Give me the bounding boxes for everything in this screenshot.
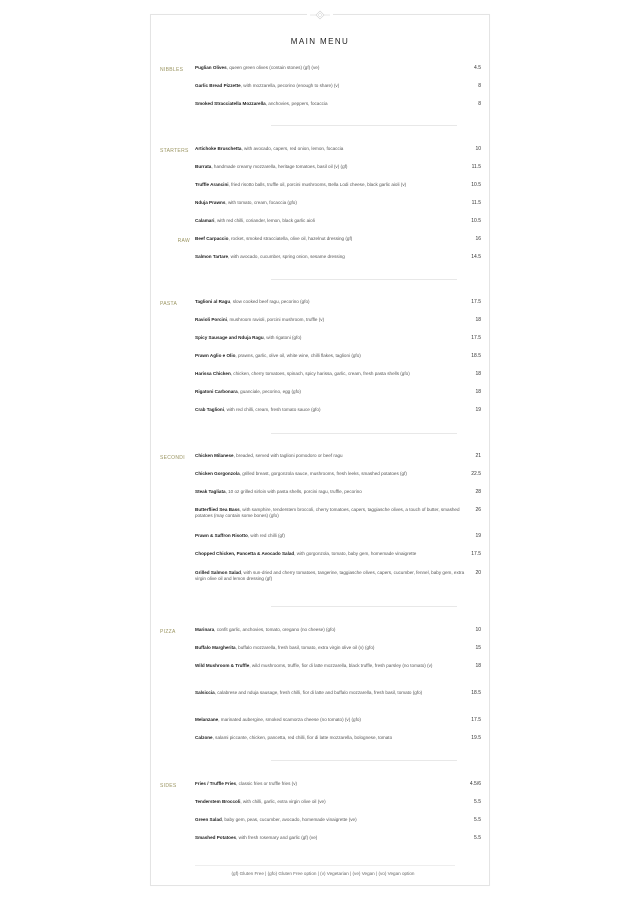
item-name: Melanzane: [195, 717, 219, 722]
menu-item: [195, 570, 481, 583]
menu-item: [195, 299, 481, 305]
section-label: SIDES: [160, 783, 177, 789]
item-price: 18: [475, 371, 481, 377]
item-desc: , calabrese and nduja sausage, fresh chilli, fior di latte and buffalo mozzarella, fresh basil, tomato (gfo): [214, 690, 423, 695]
menu-item: [195, 799, 481, 805]
item-price: 20: [475, 570, 481, 576]
item-desc: , confit garlic, anchovies, tomato, oregano (no cheese) (gfo): [214, 627, 336, 632]
item-name: Ravioli Porcini: [195, 317, 227, 322]
item-price: 10.5: [471, 182, 481, 188]
menu-item: [195, 254, 481, 260]
item-price: 16: [475, 236, 481, 242]
item-desc: , wild mushrooms, truffle, fior di latte mozzarella, black truffle, fresh parsley (no tomato) (v): [249, 663, 433, 668]
item-desc: , classic fries or truffle fries (v): [236, 781, 298, 786]
item-desc: , with avocado, cucumber, spring onion, sesame dressing: [228, 254, 345, 259]
section-label: STARTERS: [160, 148, 189, 154]
menu-item: [195, 471, 481, 477]
menu-item: [195, 407, 481, 413]
item-desc: , with gorgonzola, tomato, baby gem, homemade vinaigrette: [294, 551, 417, 556]
item-name: Nduja Prawns: [195, 200, 226, 205]
item-price: 14.5: [471, 254, 481, 260]
menu-item: [195, 533, 481, 539]
item-desc: , prawns, garlic, olive oil, white wine, chilli flakes, taglioni (gfo): [235, 353, 361, 358]
item-name: Marinara: [195, 627, 215, 632]
item-desc: , chicken, cherry tomatoes, spinach, spicy harissa, garlic, cream, fresh pasta shells (gfo): [230, 371, 410, 376]
item-name: Calamari: [195, 218, 215, 223]
item-price: 17.5: [471, 335, 481, 341]
item-desc: , guanciale, pecorino, egg (gfo): [237, 389, 301, 394]
menu-item: [195, 551, 481, 557]
menu-item: [195, 690, 481, 696]
menu-item: [195, 146, 481, 152]
item-name: Chicken Gorgonzola: [195, 471, 240, 476]
item-desc: , with sun-dried and cherry tomatoes, tangerine, taggiasche olives, capers, cucumber, fennel, baby gem, extra virgin olive oil and lemon dressing (gf): [195, 570, 465, 582]
menu-item: [195, 65, 481, 71]
item-name: Fries / Truffle Fries: [195, 781, 237, 786]
item-price: 17.5: [471, 551, 481, 557]
item-name: Smashed Potatoes: [195, 835, 237, 840]
item-name: Calzone: [195, 735, 213, 740]
menu-item: [195, 164, 481, 170]
page-title: MAIN MENU: [290, 37, 350, 46]
item-desc: , queen green olives (contain stones) (gf) (ve): [226, 65, 320, 70]
item-name: Green Salad: [195, 817, 222, 822]
item-name: Prawn Aglio e Olio: [195, 353, 236, 358]
item-name: Wild Mushroom & Truffle: [195, 663, 250, 668]
section-label: NIBBLES: [160, 67, 184, 73]
menu-item: [195, 627, 481, 633]
menu-item: [195, 389, 481, 395]
item-name: Chopped Chicken, Pancetta & Avocado Salad: [195, 551, 295, 556]
item-name: Smoked Stracciatella Mozzarella: [195, 101, 266, 106]
item-name: Steak Tagliata: [195, 489, 226, 494]
item-price: 21: [475, 453, 481, 459]
item-name: Tenderstem Broccoli: [195, 799, 241, 804]
item-name: Puglian Olives: [195, 65, 227, 70]
item-desc: , with samphire, tenderstem broccoli, cherry tomatoes, capers, taggiasche olives, a touch of butter, smashed potatoes (may contain some bones) (gfo): [195, 507, 460, 519]
item-name: Salmon Tartare: [195, 254, 229, 259]
menu-item: [195, 83, 481, 89]
menu-item: [195, 218, 481, 224]
item-price: 10: [475, 627, 481, 633]
item-desc: , with chilli, garlic, extra virgin olive oil (ve): [240, 799, 326, 804]
item-desc: , with red chilli (gf): [247, 533, 285, 538]
section-label: SECONDI: [160, 455, 185, 461]
item-price: 10.5: [471, 218, 481, 224]
item-name: Salsiccia: [195, 690, 215, 695]
item-desc: , with fresh rosemary and garlic (gf) (ve): [236, 835, 318, 840]
divider: [271, 279, 457, 280]
item-desc: , with red chilli, coriander, lemon, black garlic aioli: [214, 218, 315, 223]
footer-divider: [195, 865, 455, 866]
item-price: 18: [475, 663, 481, 669]
item-price: 18.5: [471, 353, 481, 359]
item-price: 17.5: [471, 299, 481, 305]
item-price: 10: [475, 146, 481, 152]
item-desc: , with red chilli, cream, fresh tomato sauce (gfo): [224, 407, 321, 412]
item-desc: , rocket, smoked stracciatella, olive oil, hazelnut dressing (gf): [228, 236, 353, 241]
item-name: Truffle Arancini: [195, 182, 229, 187]
menu-item: [195, 735, 481, 741]
item-name: Buffalo Margherita: [195, 645, 236, 650]
menu-item: [195, 817, 481, 823]
ornament-icon: [307, 10, 333, 20]
divider: [271, 760, 457, 761]
divider: [271, 606, 457, 607]
item-desc: , with rigatoni (gfo): [263, 335, 302, 340]
menu-item: [195, 200, 481, 206]
item-price: 18: [475, 389, 481, 395]
item-name: Burrata: [195, 164, 212, 169]
menu-item: [195, 489, 481, 495]
divider: [271, 125, 457, 126]
menu-item: [195, 717, 481, 723]
item-desc: , 10 oz grilled sirloin with pasta shells, porcini ragu, truffle, pecorino: [225, 489, 362, 494]
item-desc: , fried risotto balls, truffle oil, porcini mushrooms, Bella Lodi cheese, black garlic aioli (v): [228, 182, 407, 187]
item-name: Crab Taglioni: [195, 407, 225, 412]
item-name: Taglioni al Ragu: [195, 299, 231, 304]
menu-item: [195, 663, 481, 669]
menu-item: [195, 371, 481, 377]
menu-item: [195, 781, 481, 787]
item-desc: , grilled breast, gorgonzola sauce, mushrooms, fresh leeks, smashed potatoes (gf): [239, 471, 407, 476]
item-desc: , marinated aubergine, smoked scamorza cheese (no tomato) (v) (gfo): [218, 717, 361, 722]
item-price: 19.5: [471, 735, 481, 741]
menu-item: [195, 317, 481, 323]
item-desc: , handmade creamy mozzarella, heritage tomatoes, basil oil (v) (gf): [211, 164, 348, 169]
menu-item: [195, 335, 481, 341]
menu-page: [150, 14, 490, 886]
item-desc: , with avocado, capers, red onion, lemon, focaccia: [241, 146, 344, 151]
item-name: Harissa Chicken: [195, 371, 231, 376]
item-desc: , with mozzarella, pecorino (enough to share) (v): [240, 83, 340, 88]
item-desc: , salami piccante, chicken, pancetta, red chilli, fior di latte mozzarella, bolognese, tomato: [212, 735, 393, 740]
item-price: 8: [478, 83, 481, 89]
item-price: 19: [475, 533, 481, 539]
item-price: 22.5: [471, 471, 481, 477]
item-price: 28: [475, 489, 481, 495]
item-name: Prawn & Saffron Risotto: [195, 533, 248, 538]
section-label: RAW: [177, 238, 190, 244]
menu-item: [195, 835, 481, 841]
item-price: 18.5: [471, 690, 481, 696]
menu-item: [195, 236, 481, 242]
menu-item: [195, 507, 481, 520]
item-desc: , mushroom ravioli, porcini mushroom, truffle (v): [226, 317, 325, 322]
item-price: 11.5: [471, 164, 481, 170]
item-name: Chicken Milanese: [195, 453, 234, 458]
item-desc: , buffalo mozzarella, fresh basil, tomato, extra virgin olive oil (v) (gfo): [235, 645, 375, 650]
item-price: 8: [478, 101, 481, 107]
item-price: 4.5: [474, 65, 481, 71]
item-price: 5.5: [474, 799, 481, 805]
section-label: PIZZA: [160, 629, 176, 635]
item-name: Beef Carpaccio: [195, 236, 229, 241]
item-price: 19: [475, 407, 481, 413]
menu-item: [195, 353, 481, 359]
dietary-legend: (gf) Gluten Free | (gfo) Gluten Free option | (v) Vegetarian | (ve) Vegan | (vo) Vegan option: [231, 871, 415, 876]
item-desc: , anchovies, peppers, focaccia: [265, 101, 328, 106]
divider: [271, 433, 457, 434]
item-price: 17.5: [471, 717, 481, 723]
menu-item: [195, 182, 481, 188]
item-price: 15: [475, 645, 481, 651]
menu-item: [195, 645, 481, 651]
item-name: Garlic Bread Pizzette: [195, 83, 241, 88]
item-price: 11.5: [471, 200, 481, 206]
item-price: 5.5: [474, 817, 481, 823]
item-name: Grilled Salmon Salad: [195, 570, 241, 575]
item-name: Rigatoni Carbonara: [195, 389, 238, 394]
item-name: Butterflied Sea Bass: [195, 507, 240, 512]
item-price: 26: [475, 507, 481, 513]
section-label: PASTA: [160, 301, 178, 307]
item-desc: , baby gem, peas, cucumber, avocado, homemade vinaigrette (ve): [221, 817, 357, 822]
item-name: Spicy Sausage and Nduja Ragu: [195, 335, 264, 340]
menu-item: [195, 101, 481, 107]
item-price: 5.5: [474, 835, 481, 841]
item-desc: , breaded, served with taglioni pomodoro or beef ragu: [233, 453, 343, 458]
item-price: 4.5/6: [469, 781, 481, 787]
item-desc: , slow cooked beef ragu, pecorino (gfo): [230, 299, 310, 304]
item-name: Artichoke Bruschetta: [195, 146, 242, 151]
menu-item: [195, 453, 481, 459]
item-desc: , with tomato, cream, focaccia (gfo): [225, 200, 297, 205]
item-price: 18: [475, 317, 481, 323]
